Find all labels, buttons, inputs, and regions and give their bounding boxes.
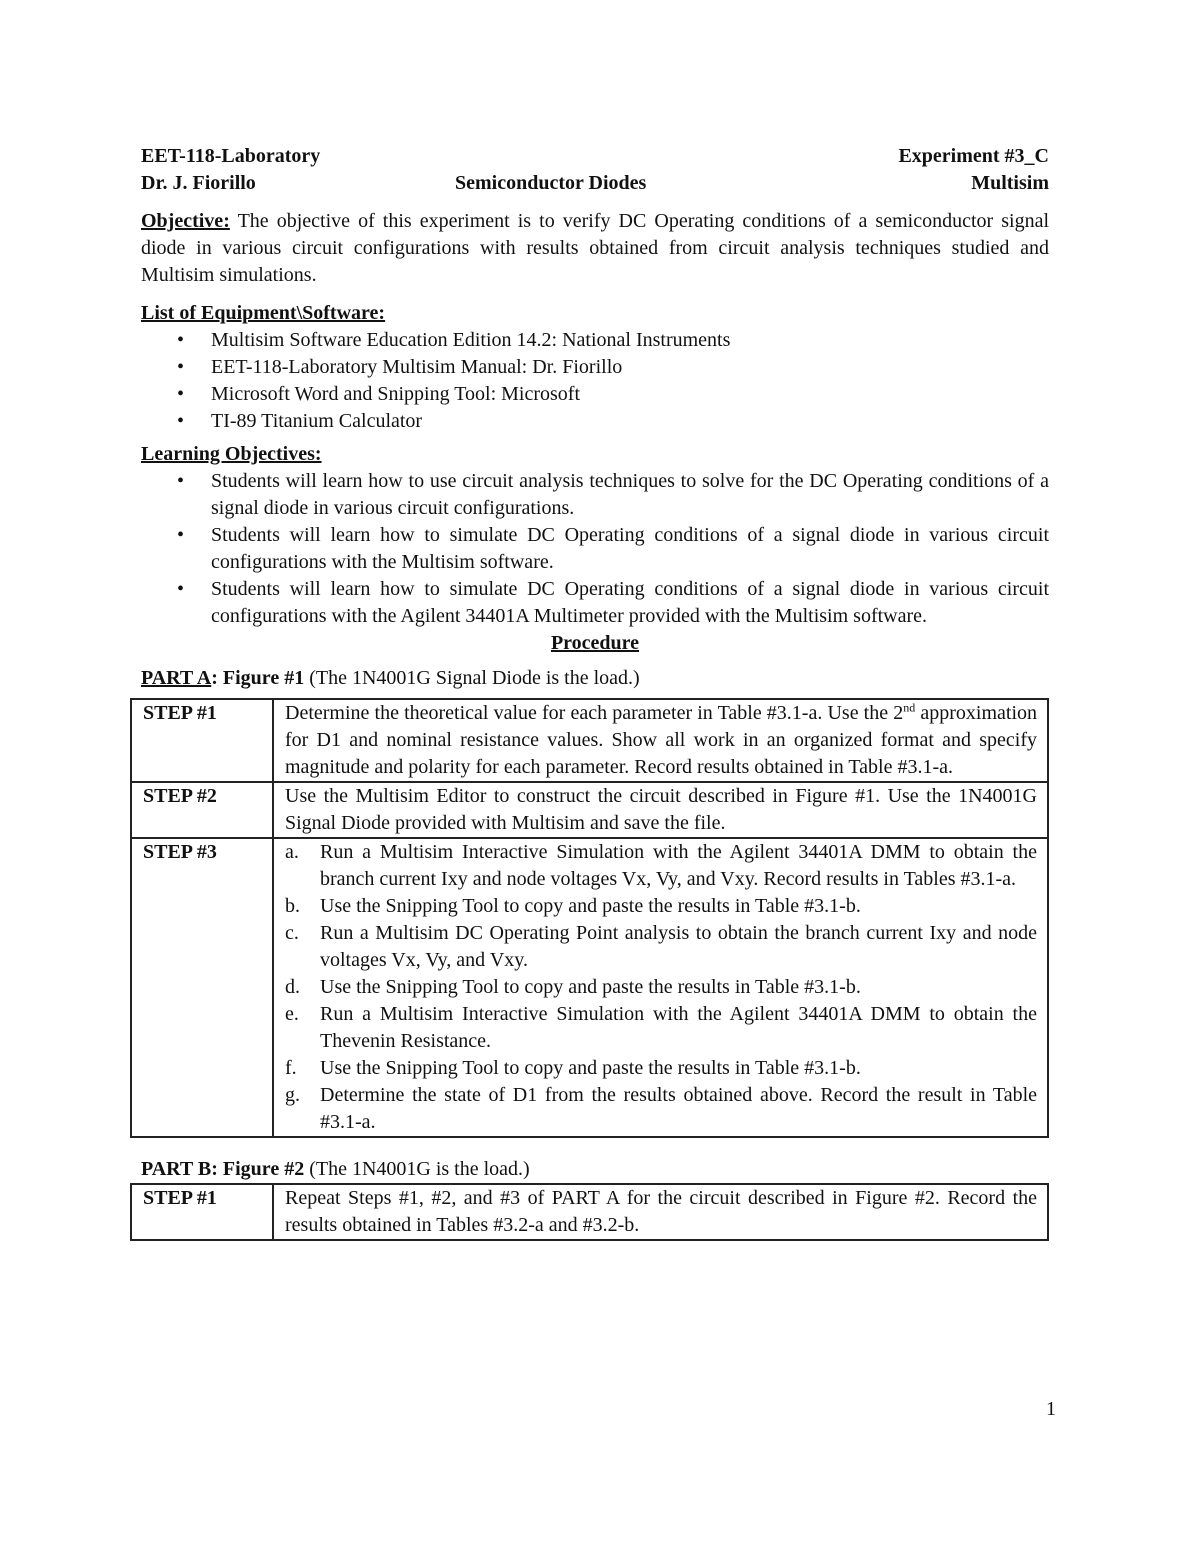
bullet-icon: • (177, 383, 185, 405)
bullet-icon: • (177, 356, 185, 378)
bullet-icon: • (177, 470, 185, 492)
part-b-note: (The 1N4001G is the load.) (309, 1158, 530, 1180)
header-row-2 (141, 170, 1049, 197)
part-b-figure: Figure #2 (222, 1158, 305, 1180)
procedure-title: Procedure (550, 632, 640, 654)
list-item: • Students will learn how to simulate DC Operating conditions of a signal diode in various circuit configurations with the Agilent 34401A Multimeter provided with the Multisim software. (177, 578, 1049, 627)
objective-paragraph (141, 208, 1049, 289)
header-row-1 (141, 143, 1049, 170)
part-b-heading (141, 1156, 1049, 1183)
bullet-icon: • (177, 329, 185, 351)
step-label: STEP #1 (131, 1184, 273, 1240)
step-description: Determine the theoretical value for each parameter in Table #3.1-a. Use the 2nd approximation for D1 and nominal resistance values. Show all work in an organized format and specify magnitude and polarity for each parameter. Record results obtained in Table #3.1-a. (273, 699, 1048, 782)
step-description (273, 838, 1048, 1137)
table-row (131, 699, 1048, 782)
list-item: • Students will learn how to use circuit analysis techniques to solve for the DC Operating conditions of a signal diode in various circuit configurations. (177, 470, 1049, 519)
tool-name: Multisim (971, 172, 1049, 194)
sub-step-list (285, 839, 1037, 1136)
part-b-label: PART B: (141, 1158, 218, 1180)
instructor-name: Dr. J. Fiorillo (141, 172, 256, 194)
list-item: b. Use the Snipping Tool to copy and paste the results in Table #3.1-b. (285, 895, 861, 917)
learning-objectives-list (141, 468, 1049, 630)
list-item: • Students will learn how to simulate DC Operating conditions of a signal diode in various circuit configurations with the Multisim software. (177, 524, 1049, 573)
part-a-label: PART A (141, 667, 212, 689)
objective-text: The objective of this experiment is to verify DC Operating conditions of a semiconductor signal diode in various circuit configurations with results obtained from circuit analysis techniques studied and Multisim simulations. (141, 210, 1050, 286)
page-number: 1 (1046, 1398, 1056, 1420)
list-item: a. Run a Multisim Interactive Simulation with the Agilent 34401A DMM to obtain the branch current Ixy and node voltages Vx, Vy, and Vxy. Record results in Tables #3.1-a. (285, 841, 1037, 890)
list-item: • TI-89 Titanium Calculator (141, 408, 1049, 435)
objective-label: Objective: (141, 210, 230, 232)
part-a-figure: Figure #1 (222, 667, 305, 689)
bullet-icon: • (177, 578, 185, 600)
part-a-note: (The 1N4001G Signal Diode is the load.) (309, 667, 640, 689)
table-row (131, 838, 1048, 1137)
bullet-icon: • (177, 524, 185, 546)
list-item: f. Use the Snipping Tool to copy and paste the results in Table #3.1-b. (285, 1057, 861, 1079)
equipment-label: List of Equipment\Software: (141, 302, 386, 324)
step-description: Use the Multisim Editor to construct the circuit described in Figure #1. Use the 1N4001G Signal Diode provided with Multisim and save the file. (273, 782, 1048, 838)
step-label: STEP #3 (131, 838, 273, 1137)
bullet-icon: • (177, 410, 185, 432)
equipment-list (141, 327, 1049, 435)
part-a-steps-table (130, 698, 1049, 1138)
table-row (131, 1184, 1048, 1240)
experiment-number: Experiment #3_C (898, 145, 1049, 167)
equipment-section (141, 300, 1049, 435)
part-a-heading: PART A: Figure #1 (The 1N4001G Signal Diode is the load.) (141, 667, 640, 689)
list-item: c. Run a Multisim DC Operating Point analysis to obtain the branch current Ixy and node voltages Vx, Vy, and Vxy. (285, 922, 1037, 971)
list-item: g. Determine the state of D1 from the results obtained above. Record the result in Table #3.1-a. (285, 1084, 1037, 1133)
document-page (141, 143, 1049, 1241)
step-label: STEP #1 (131, 699, 273, 782)
step-description: Repeat Steps #1, #2, and #3 of PART A for the circuit described in Figure #2. Record the results obtained in Tables #3.2-a and #3.2-b. (273, 1184, 1048, 1240)
list-item: • Multisim Software Education Edition 14.2: National Instruments (141, 327, 1049, 354)
list-item: d. Use the Snipping Tool to copy and paste the results in Table #3.1-b. (285, 976, 861, 998)
list-item: • Microsoft Word and Snipping Tool: Microsoft (141, 381, 1049, 408)
part-b-steps-table (130, 1183, 1049, 1241)
list-item: e. Run a Multisim Interactive Simulation with the Agilent 34401A DMM to obtain the Thevenin Resistance. (285, 1003, 1037, 1052)
table-row (131, 782, 1048, 838)
learning-objectives-section (141, 441, 1049, 630)
course-title: EET-118-Laboratory (141, 145, 321, 167)
topic-title: Semiconductor Diodes (455, 172, 647, 194)
list-item: • EET-118-Laboratory Multisim Manual: Dr. Fiorillo (141, 354, 1049, 381)
learning-objectives-label: Learning Objectives: (141, 443, 322, 465)
step-label: STEP #2 (131, 782, 273, 838)
